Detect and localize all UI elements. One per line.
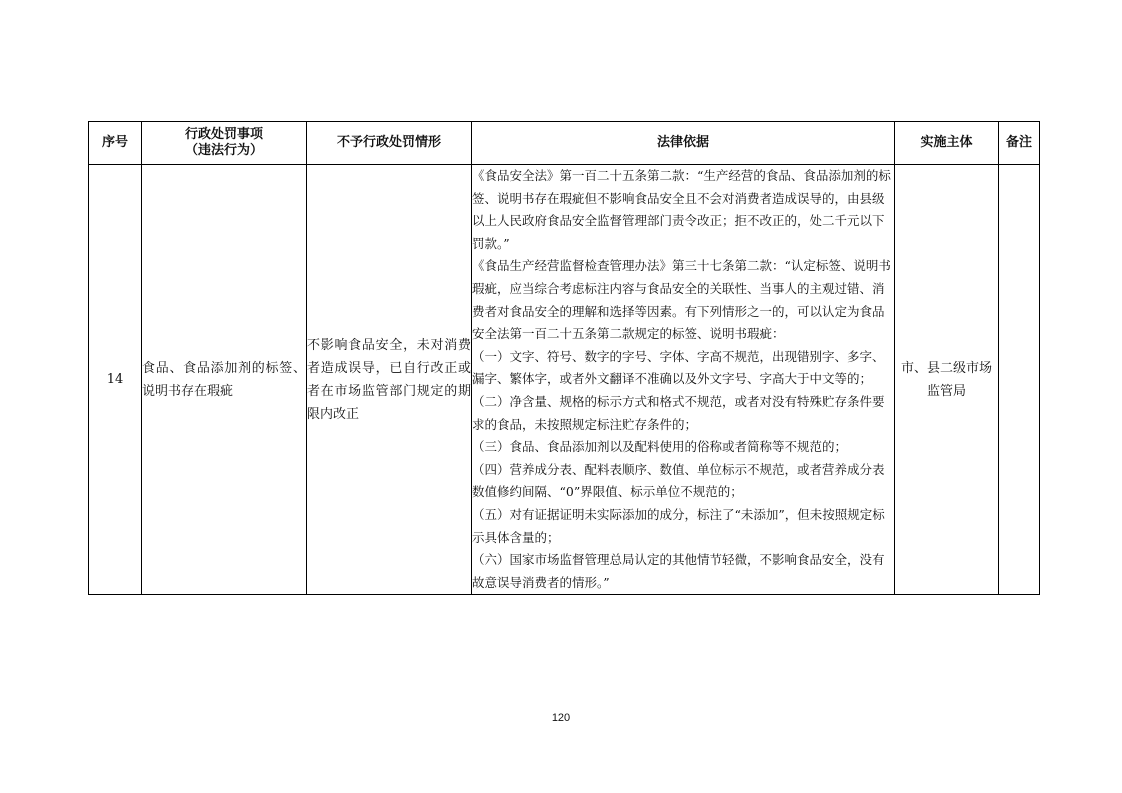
header-matter-line2: （违法行为）	[184, 143, 263, 158]
page-number: 120	[551, 712, 571, 724]
header-index: 序号	[89, 122, 142, 165]
row-condition: 不影响食品安全，未对消费者造成误导，已自行改正或者在市场监管部门规定的期限内改正	[307, 165, 472, 595]
row-matter: 食品、食品添加剂的标签、说明书存在瑕疵	[142, 165, 307, 595]
legal-paragraph: 《食品生产经营监督检查管理办法》第三十七条第二款：“认定标签、说明书瑕疵，应当综合考虑标注内容与食品安全的关联性、当事人的主观过错、消费者对食品安全的理解和选择等因素。有下列情形之一的，可以认定为食品安全法第一百二十五条第二款规定的标签、说明书瑕疵：	[472, 258, 891, 342]
header-authority: 实施主体	[895, 122, 999, 165]
row-legal-basis	[472, 165, 895, 595]
legal-paragraph: （四）营养成分表、配料表顺序、数值、单位标示不规范，或者营养成分表数值修约间隔、“0”界限值、标示单位不规范的；	[472, 461, 885, 500]
legal-paragraph: （二）净含量、规格的标示方式和格式不规范，或者对没有特殊贮存条件要求的食品，未按照规定标注贮存条件的；	[472, 393, 885, 432]
legal-paragraph: （六）国家市场监督管理总局认定的其他情节轻微，不影响食品安全，没有故意误导消费者的情形。”	[472, 552, 885, 590]
legal-paragraph: （五）对有证据证明未实际添加的成分，标注了“未添加”，但未按照规定标示具体含量的；	[472, 506, 885, 545]
header-matter	[142, 122, 307, 165]
penalty-table	[88, 121, 1040, 595]
header-remark: 备注	[999, 122, 1040, 165]
legal-paragraph: （一）文字、符号、数字的字号、字体、字高不规范，出现错别字、多字、漏字、繁体字，或者外文翻译不准确以及外文字号、字高大于中文等的；	[472, 348, 885, 387]
legal-paragraph: （三）食品、食品添加剂以及配料使用的俗称或者简称等不规范的；	[472, 439, 848, 455]
table-header-row	[89, 122, 1040, 165]
header-legal-basis: 法律依据	[472, 122, 895, 165]
row-authority: 市、县二级市场监管局	[895, 165, 999, 595]
header-matter-line1: 行政处罚事项	[184, 127, 263, 142]
legal-paragraph: 《食品安全法》第一百二十五条第二款：“生产经营的食品、食品添加剂的标签、说明书存在瑕疵但不影响食品安全且不会对消费者造成误导的，由县级以上人民政府食品安全监督管理部门责令改正；拒不改正的，处二千元以下罚款。”	[472, 168, 891, 251]
row-index: 14	[89, 165, 142, 595]
header-condition: 不予行政处罚情形	[307, 122, 472, 165]
row-remark	[999, 165, 1040, 595]
table-row	[89, 165, 1040, 595]
